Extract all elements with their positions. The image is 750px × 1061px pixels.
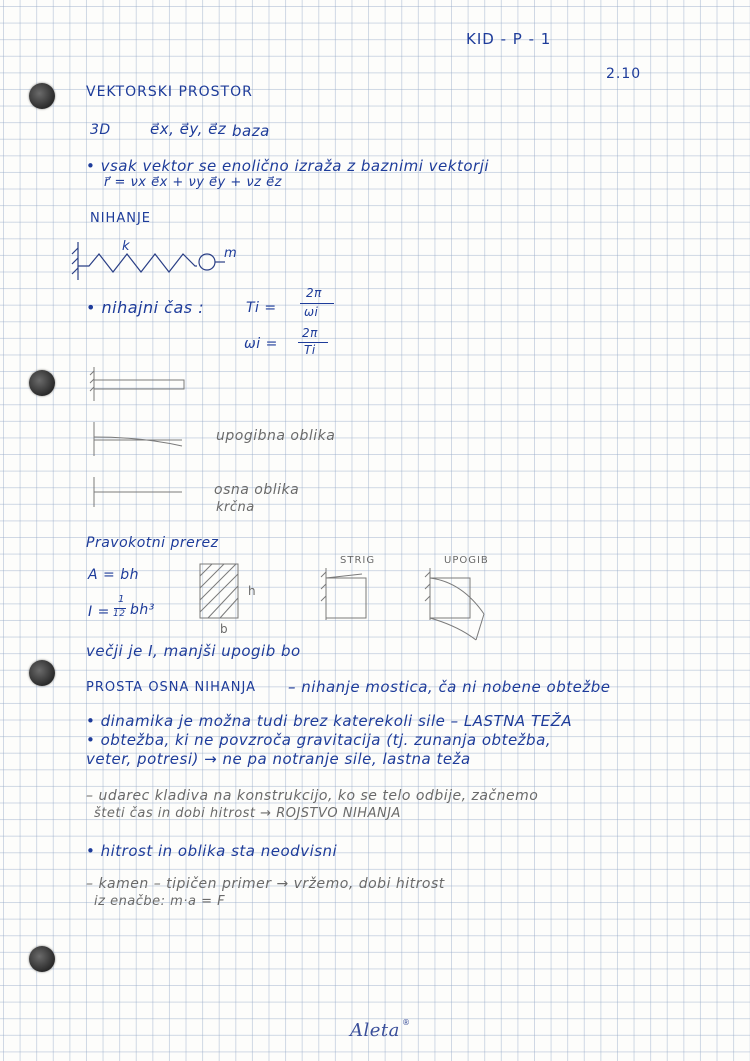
bending-deformation-sketch	[422, 566, 502, 646]
section-title-osna-rest: – nihanje mostica, ča ni nobene obtežbe	[288, 678, 611, 696]
osna-bullet-2a: • obtežba, ki ne povzroča gravitacija (tj. zunanja obtežba,	[86, 731, 552, 749]
section-title-nihanje: NIHANJE	[90, 211, 151, 226]
period-formula-lhs: Ti =	[246, 300, 277, 316]
section-title-vector-space: VEKTORSKI PROSTOR	[86, 84, 253, 100]
beam-sketch-upogibna	[86, 420, 196, 460]
line-3d-vectors: e⃗x, e⃗y, e⃗z	[150, 120, 227, 138]
period-formula-den: ωi	[304, 305, 319, 319]
inertia-lhs: I =	[88, 604, 110, 620]
label-osna-correction: krčna	[216, 500, 255, 515]
brand-logo: Aleta	[350, 1020, 400, 1041]
osna-bullet-3: • hitrost in oblika sta neodvisni	[86, 842, 338, 860]
inertia-den: 12	[113, 609, 126, 619]
pencil-note-1a: – udarec kladiva na konstrukcijo, ko se telo odbije, začnemo	[86, 788, 539, 804]
label-strig: STRIG	[340, 555, 376, 566]
page-id: KID - P - 1	[466, 30, 552, 48]
period-formula-num: 2π	[306, 286, 322, 300]
dimension-h: h	[248, 584, 257, 598]
spring-label-k: k	[122, 239, 131, 254]
label-osna-oblika: osna oblika	[214, 482, 300, 498]
inertia-conclusion: večji je I, manjši upogib bo	[86, 642, 301, 660]
pencil-note-2b: iz enačbe: m·a = F	[94, 894, 226, 909]
inertia-rhs: bh³	[130, 602, 155, 618]
binder-hole-lower	[29, 660, 55, 686]
section-title-prerez: Pravokotni prerez	[86, 535, 219, 551]
pencil-note-1b: šteti čas in dobi hitrost → ROJSTVO NIHANJA	[94, 806, 401, 821]
osna-bullet-1: • dinamika je možna tudi brez katerekoli sile – LASTNA TEŽA	[86, 712, 573, 730]
period-label: • nihajni čas :	[86, 298, 205, 317]
label-upogib: UPOGIB	[444, 555, 489, 566]
beam-sketch-1	[86, 365, 196, 405]
line-3d-suffix: baza	[232, 122, 270, 140]
spring-label-m: m	[224, 246, 238, 261]
binder-hole-bottom	[29, 946, 55, 972]
shear-deformation-sketch	[318, 566, 378, 626]
omega-formula-lhs: ωi =	[244, 336, 278, 352]
dimension-b: b	[220, 622, 229, 636]
beam-sketch-osna	[86, 475, 196, 515]
omega-formula-den: Ti	[304, 343, 316, 357]
vector-bullet: • vsak vektor se enolično izraža z baznimi vektorji	[86, 157, 490, 175]
area-formula: A = bh	[88, 567, 139, 583]
line-3d-prefix: 3D	[90, 122, 111, 138]
vector-formula: r⃗ = νx e⃗x + νy e⃗y + νz e⃗z	[104, 175, 282, 190]
page-date: 2.10	[606, 66, 642, 82]
brand-registered-mark: ®	[402, 1018, 411, 1027]
label-upogibna-oblika: upogibna oblika	[216, 428, 336, 444]
binder-hole-middle	[29, 370, 55, 396]
pencil-note-2a: – kamen – tipičen primer → vržemo, dobi hitrost	[86, 876, 445, 892]
cross-section-rectangle	[198, 562, 248, 624]
section-title-osna: PROSTA OSNA NIHANJA	[86, 680, 256, 695]
binder-hole-top	[29, 83, 55, 109]
omega-formula-num: 2π	[302, 326, 318, 340]
inertia-num: 1	[118, 594, 125, 605]
period-fraction-bar	[300, 303, 334, 304]
osna-bullet-2b: veter, potresi) → ne pa notranje sile, lastna teža	[86, 750, 471, 768]
